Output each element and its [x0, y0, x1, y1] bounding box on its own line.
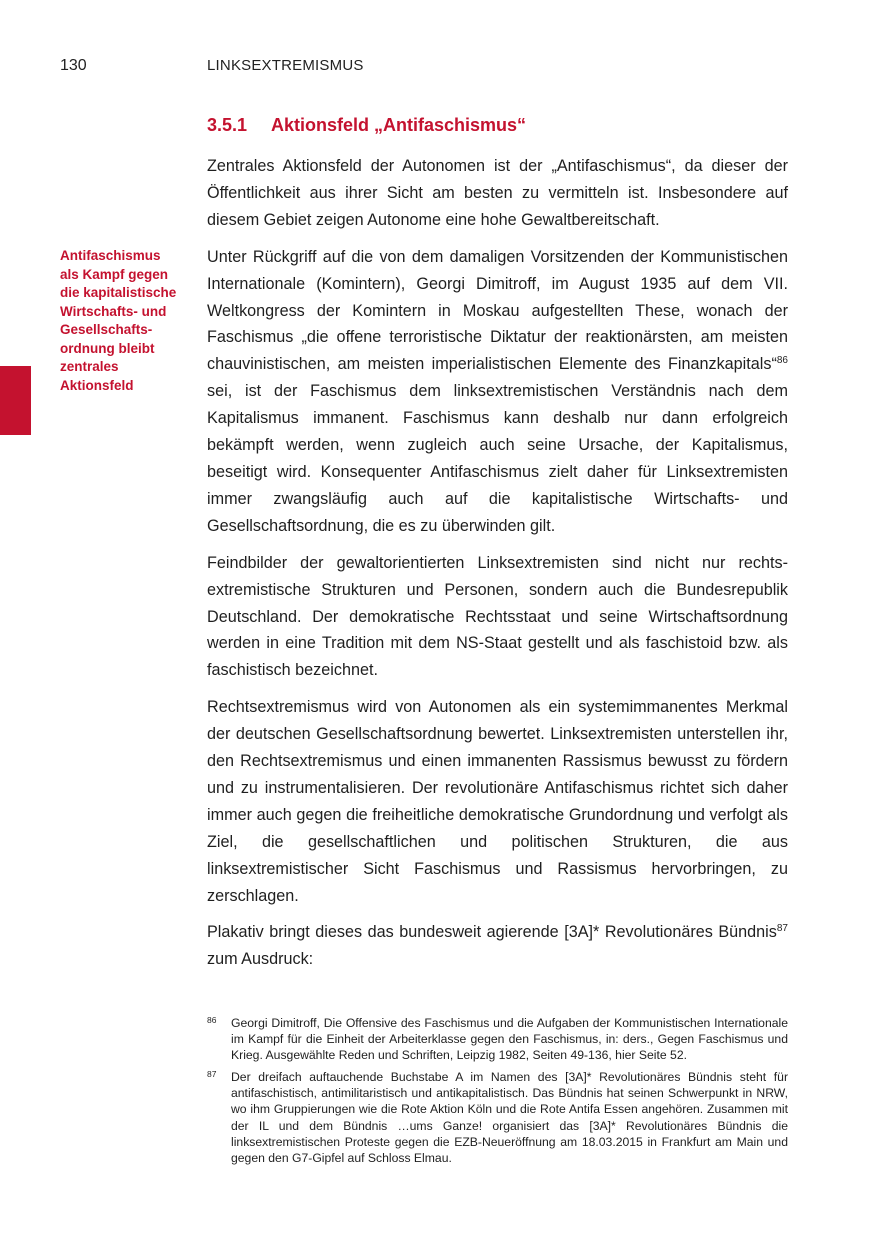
footnote-text: Der dreifach auftauchende Buchstabe A im Namen des [3A]* Revolutionäres Bündnis steht für antifaschistisch, antimilitaristisch und antikapitalistisch. Das Bündnis hat seinen Schwerpunkt in NRW, wo ihm Gruppierungen wie die Rote Aktion Köln und die Rote Antifa Essen angehören. Zusammen mit der IL und dem Bündnis …ums Ganze! organisiert das [3A]* Revolutionäres Bündnis die linksextremistischen Proteste gegen die EZB-Neueröffnung am 18.03.2015 in Frankfurt am Main und gegen den G7-Gipfel auf Schloss Elmau. — [231, 1070, 788, 1165]
paragraph — [207, 919, 788, 973]
page-number: 130 — [60, 57, 87, 74]
margin-note-line: Gesellschafts- — [60, 322, 153, 337]
paragraph: Feindbilder der gewaltorientierten Linksextremisten sind nicht nur rechtsextremistische Strukturen und Personen, sondern auch die Bundesrepublik Deutschland. Der demokratische Rechtsstaat und seine Wirtschaftsordnung werden in eine Tradition mit dem NS-Staat gestellt und als faschistoid bzw. als faschistisch bezeichnet. — [207, 553, 788, 680]
footnote — [207, 1069, 788, 1166]
margin-note-line: Antifaschismus — [60, 248, 161, 263]
paragraph-text: sei, ist der Faschismus dem linksextremistischen Verständnis nach dem Kapitalismus immanent. Faschismus kann deshalb nur dann erfolgreich bekämpft werden, wenn zugleich auch seine Ursache, der Kapitalismus, beseitigt wird. Konsequenter Antifaschismus zielt daher für Linksextremisten immer zwangsläufig auch auf die kapitalistische Wirtschafts- und Gesellschaftsordnung, die es zu überwinden gilt. — [207, 382, 788, 535]
running-head: LINKSEXTREMISMUS — [207, 57, 364, 74]
margin-note-line: ordnung bleibt — [60, 340, 155, 356]
footnote-mark: 86 — [207, 1015, 217, 1025]
chapter-thumb-tab — [0, 366, 31, 435]
paragraph: Rechtsextremismus wird von Autonomen als ein systemimmanentes Merkmal der deutschen Gesellschaftsordnung bewertet. Linksextremisten unterstellen ihr, den Rechtsextremismus und einen immanenten Rassismus bewusst zu fördern und zu instrumentalisieren. Der revolutionäre Antifaschismus richtet sich daher immer auch gegen die freiheitliche demokratische Grundordnung und verfolgt als Ziel, die gesellschaftlichen und politischen Strukturen, die aus linksextremistischer Sicht Faschismus und Rassismus hervorbringen, zu zerschlagen. — [207, 698, 788, 905]
footnote-text: Georgi Dimitroff, Die Offensive des Faschismus und die Aufgaben der Kommunistischen Internationale im Kampf für die Einheit der Arbeiterklasse gegen den Faschismus, in: ders., Gegen Faschismus und Krieg. Ausgewählte Reden und Schriften, Leipzig 1982, Seiten 49-136, hier Seite 52. — [231, 1016, 788, 1063]
footnote-reference[interactable]: 86 — [776, 355, 788, 367]
margin-note-line: die kapitalistische — [60, 285, 177, 300]
margin-note-line: als Kampf gegen — [60, 266, 169, 282]
footnote-reference[interactable]: 87 — [776, 923, 788, 935]
footnotes — [207, 1015, 788, 1172]
footnote-mark: 87 — [207, 1069, 217, 1080]
margin-note-line: zentrales — [60, 359, 119, 374]
paragraph: Zentrales Aktionsfeld der Autonomen ist der „Antifaschismus“, da dieser der Öffentlichkeit aus ihrer Sicht am besten zu vermitteln ist. Insbesondere auf diesem Gebiet zeigen Autonome eine hohe Gewaltbereitschaft. — [207, 157, 788, 229]
body-text — [207, 153, 788, 983]
paragraph — [207, 244, 788, 540]
paragraph-text: Unter Rückgriff auf die von dem damaligen Vorsitzenden der Kommunistischen Internationale (Komintern), Georgi Dimitroff, im August 1935 auf dem VII. Weltkongress der Komintern in Moskau aufgestellten These, wonach der Faschismus „die offene terroristische Diktatur der reaktionärsten, am meisten chauvinistischen, am meisten imperialistischen Elemente des Finanzkapitals“ — [207, 247, 788, 374]
paragraph-text: Plakativ bringt dieses das bundesweit agierende [3A]* Revolutionäres Bündnis — [207, 923, 777, 942]
footnote — [207, 1015, 788, 1063]
section-number: 3.5.1 — [207, 115, 248, 135]
paragraph-text: zum Ausdruck: — [207, 950, 314, 969]
margin-note — [60, 247, 190, 395]
margin-note-line: Aktionsfeld — [60, 377, 134, 393]
section-title: Aktionsfeld „Antifaschismus“ — [271, 115, 527, 135]
section-heading — [207, 115, 526, 136]
margin-note-line: Wirtschafts- und — [60, 303, 167, 319]
